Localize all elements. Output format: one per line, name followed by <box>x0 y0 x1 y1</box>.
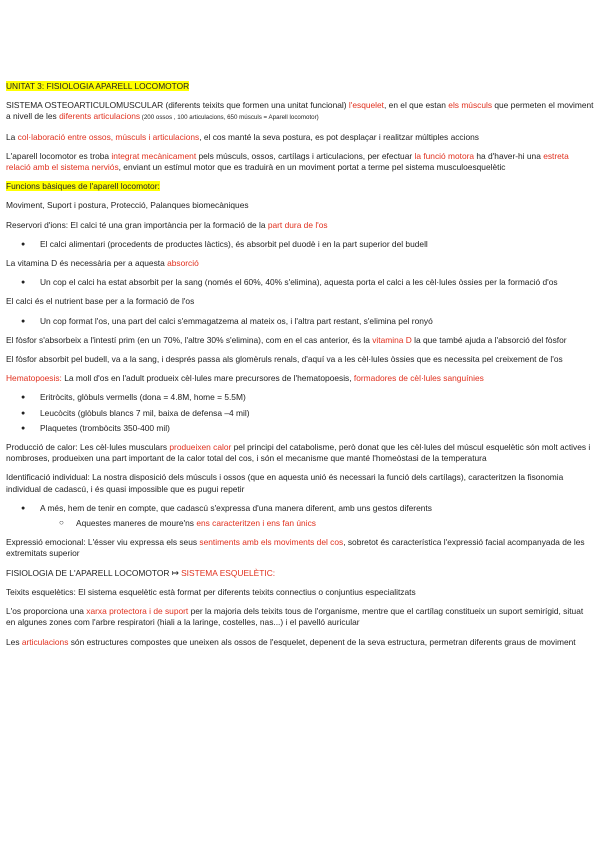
list-item: ● Un cop format l'os, una part del calci s'emmagatzema al mateix os, i l'altra part restant, s'elimina pel ronyó <box>6 316 594 327</box>
document-body <box>6 81 594 656</box>
paragraph-fosfor-1: El fòsfor s'absorbeix a l'intestí prim (en un 70%, l'altre 30% s'elimina), com en el cas anterior, és la vitamina D la que també ajuda a l'absorció del fòsfor <box>6 334 567 345</box>
paragraph-teixits: Teixits esquelètics: El sistema esquelètic està format per diferents teixits connectius o conjuntius especialitzats <box>6 586 416 597</box>
section-heading-funcions: Funcions bàsiques de l'aparell locomotor: <box>6 181 160 192</box>
paragraph-collaboracio: La col·laboració entre ossos, músculs i articulacions, el cos manté la seva postura, es pot desplaçar i realitzar múltiples accions <box>6 131 479 142</box>
unit-heading: UNITAT 3: FISIOLOGIA APARELL LOCOMOTOR <box>6 81 190 91</box>
paragraph-os: L'os proporciona una xarxa protectora i de suport per la majoria dels teixits tous de l'organisme, mentre que el cartílag constitueix un suport semirígid, situat en algunes zones com l'arbre respiratori (hiali a la laringe, costelles, nas...) i el pavelló auricular <box>6 606 584 628</box>
functions-list: Moviment, Suport i postura, Protecció, Palanques biomecàniques <box>6 200 249 211</box>
paragraph-hematopoesis: Hematopoesis: La moll d'os en l'adult produeix cèl·lules mare precursores de l'hematopoesis, formadores de cèl·lules sanguínies <box>6 373 484 384</box>
paragraph-vitamina-d: La vitamina D és necessària per a aquesta absorció <box>6 258 199 269</box>
paragraph-expressio: Expressió emocional: L'ésser viu expressa els seus sentiments amb els moviments del cos, sobretot és característica l'expressió facial acompanyada de les extremitats superior <box>6 537 585 559</box>
paragraph-fosfor-2: El fòsfor absorbit pel budell, va a la sang, i després passa als glomèruls renals, d'aquí va a les cèl·lules òssies que es necessita pel creixement de l'os <box>6 354 563 365</box>
list-item: ● Eritròcits, glòbuls vermells (dona = 4.8M, home = 5.5M) <box>6 392 594 403</box>
list-item: ● Leucòcits (glòbuls blancs 7 mil, baixa de defensa –4 mil) <box>6 408 594 419</box>
list-item: ● A més, hem de tenir en compte, que cadascú s'expressa d'una manera diferent, amb uns gestos diferents <box>6 503 594 514</box>
list-item: ● El calci alimentari (procedents de productes làctics), és absorbit pel duodè i en la part superior del budell <box>6 239 594 250</box>
paragraph-identificacio: Identificació individual: La nostra disposició dels músculs i ossos (que en aquesta unió és necessari la funció dels cartílags), caracteritzen la fisonomia individual de cadascú, i és quasi impossible que es pugui repetir <box>6 472 564 494</box>
paragraph-calor: Producció de calor: Les cèl·lules musculars produeixen calor pel principi del catabolisme, però donat que les cèl·lules del múscul esquelètic són molt actives i nombroses, produeixen una part important de la calor total del cos, i són el mecanisme que manté l'homeòstasi de la temperatura <box>6 442 591 464</box>
paragraph-reservori: Reservori d'ions: El calci té una gran importància per la formació de la part dura de l'os <box>6 219 328 230</box>
paragraph-articulacions: Les articulacions són estructures compostes que uneixen als ossos de l'esquelet, depenent de la seva estructura, permetran diferents graus de moviment <box>6 636 576 647</box>
sub-list-item: ○ Aquestes maneres de moure'ns ens caracteritzen i ens fan únics <box>6 518 594 529</box>
section-heading-fisiologia: FISIOLOGIA DE L'APARELL LOCOMOTOR ↦ SISTEMA ESQUELÈTIC: <box>6 567 276 578</box>
paragraph-aparell: L'aparell locomotor es troba integrat mecànicament pels músculs, ossos, cartílags i articulacions, per efectuar la funció motora ha d'haver-hi una estreta relació amb el sistema nerviós, enviant un estímul motor que es traduirà en un moviment portat a terme pel sistema musculoesquelètic <box>6 150 569 173</box>
paragraph-sistema: SISTEMA OSTEOARTICULOMUSCULAR (diferents teixits que formen una unitat funcional) l'esquelet, en el que estan els músculs que permeten el moviment a nivell de les diferents articulacions (200 ossos , 100 articulacions, 650 músculs = Aparell locomotor) <box>6 100 594 122</box>
list-item: ● Un cop el calci ha estat absorbit per la sang (només el 60%, 40% s'elimina), aquesta porta el calci a les cèl·lules òssies per la formació d'os <box>6 277 594 288</box>
list-item: ● Plaquetes (trombòcits 350-400 mil) <box>6 423 594 434</box>
paragraph-nutrient: El calci és el nutrient base per a la formació de l'os <box>6 296 195 307</box>
